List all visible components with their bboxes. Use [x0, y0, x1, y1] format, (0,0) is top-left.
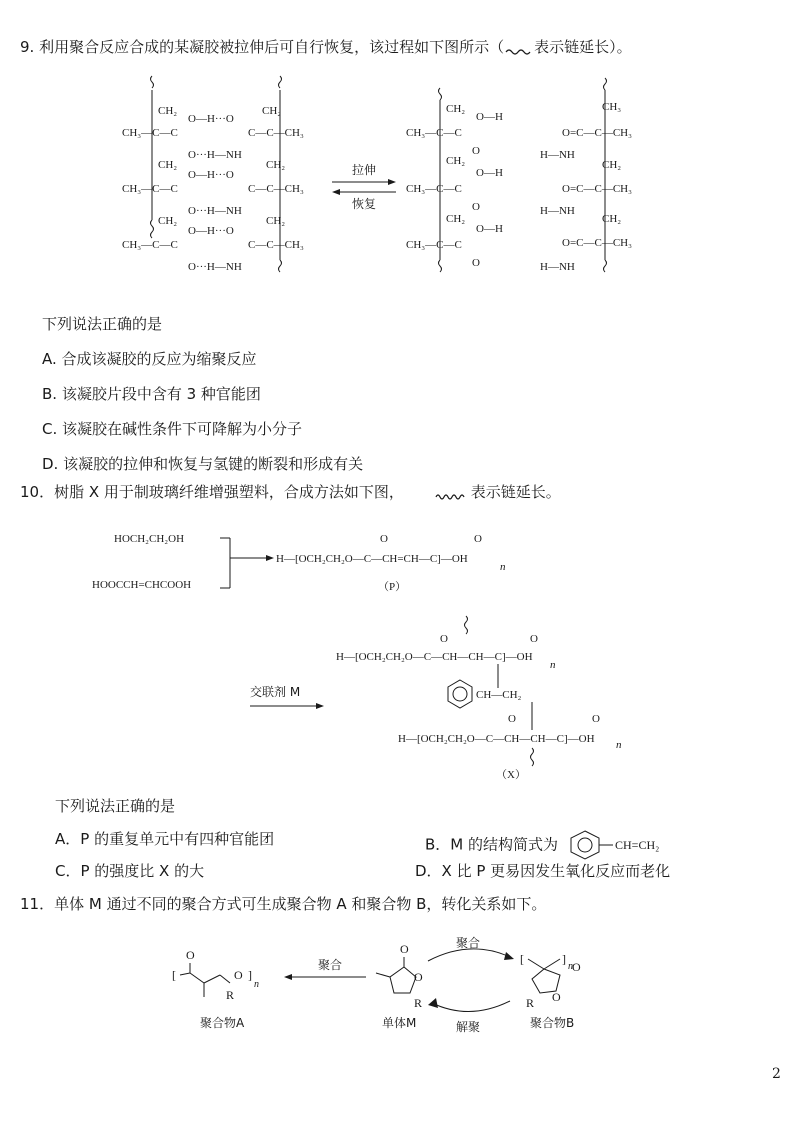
svg-text:CH₂: CH₂: [266, 215, 286, 227]
q9-bonded-chain-left: [122, 76, 178, 251]
label-polymer-a: 聚合物A: [200, 1016, 245, 1030]
q9-hbonds: [188, 113, 242, 273]
svg-text:O: O: [530, 633, 538, 645]
svg-text:O: O: [400, 942, 409, 956]
q11-stem: 11．单体 M 通过不同的聚合方式可生成聚合物 A 和聚合物 B，转化关系如下。: [20, 895, 547, 913]
q9-option-d[interactable]: D. 该凝胶的拉伸和恢复与氢键的断裂和形成有关: [42, 455, 364, 473]
label-depolymerize: 解聚: [456, 1020, 481, 1034]
q10-stem-end: 表示链延长。: [470, 483, 561, 501]
q9-equilibrium-arrows: [332, 179, 396, 195]
q9-prompt: 下列说法正确的是: [42, 315, 163, 333]
svg-text:H—NH: H—NH: [540, 205, 575, 217]
svg-text:CH₃—C—C: CH₃—C—C: [122, 239, 178, 251]
q9-stem-text: 9. 利用聚合反应合成的某凝胶被拉伸后可自行恢复，该过程如下图所示（: [20, 38, 505, 56]
polymer-b-r: R: [526, 996, 535, 1010]
polymer-a-structure: [172, 948, 259, 1002]
svg-text:CH₂: CH₂: [446, 103, 466, 115]
svg-text:O—H: O—H: [476, 167, 503, 179]
styrene-vinyl-label: CH=CH₂: [614, 838, 660, 852]
q9-option-b[interactable]: B. 该凝胶片段中含有 3 种官能团: [42, 385, 261, 403]
svg-text:CH₃: CH₃: [602, 101, 622, 113]
q10-x-label: （X）: [496, 769, 526, 781]
label-polymerize-left: 聚合: [318, 958, 343, 972]
svg-text:[: [: [172, 968, 176, 982]
polymer-b-carbonyl-o: O: [572, 960, 581, 974]
q10-option-d[interactable]: D．X 比 P 更易因发生氧化反应而老化: [415, 862, 671, 880]
svg-text:CH₃—C—C: CH₃—C—C: [122, 127, 178, 139]
q10-crosslinker-label: 交联剂 M: [250, 685, 301, 699]
svg-text:[: [: [520, 952, 524, 966]
svg-text:CH₂: CH₂: [158, 215, 178, 227]
svg-text:O=C—C—CH₃: O=C—C—CH₃: [562, 237, 632, 249]
q9-option-c[interactable]: C. 该凝胶在碱性条件下可降解为小分子: [42, 420, 303, 438]
monomer-m-o: O: [414, 970, 423, 984]
q10-option-b-text: B．M 的结构简式为: [425, 835, 559, 854]
polymer-b-ring-o: O: [552, 990, 561, 1004]
svg-text:O=C—C—CH₃: O=C—C—CH₃: [562, 183, 632, 195]
polymer-b-structure: [520, 952, 581, 1010]
q10-option-b[interactable]: [425, 830, 683, 860]
wavy-bond-icon: [504, 43, 534, 53]
svg-text:CH₂: CH₂: [602, 159, 622, 171]
svg-text:O: O: [472, 145, 480, 157]
q10-stem-text: 10．树脂 X 用于制玻璃纤维增强塑料，合成方法如下图，: [20, 483, 404, 501]
svg-text:O—H···O: O—H···O: [188, 169, 234, 181]
benzene-ring-icon: [448, 680, 472, 708]
svg-text:C—C—CH₃: C—C—CH₃: [248, 239, 304, 251]
svg-text:CH₃—C—C: CH₃—C—C: [406, 239, 462, 251]
svg-text:]: ]: [248, 968, 252, 982]
svg-text:H—NH: H—NH: [540, 261, 575, 273]
q9-recover-label: 恢复: [352, 197, 377, 211]
svg-text:]: ]: [562, 952, 566, 966]
q9-stretched-amide-chain: [540, 78, 632, 273]
svg-text:O···H—NH: O···H—NH: [188, 205, 242, 217]
q10-x-mid: CH—CH₂: [476, 689, 522, 701]
svg-text:O=C—C—CH₃: O=C—C—CH₃: [562, 127, 632, 139]
svg-text:C—C—CH₃: C—C—CH₃: [248, 183, 304, 195]
q10-reactant-glycol: HOCH₂CH₂OH: [114, 533, 185, 545]
svg-text:CH₂: CH₂: [266, 159, 286, 171]
svg-text:O—H: O—H: [476, 111, 503, 123]
svg-text:CH₂: CH₂: [158, 159, 178, 171]
q9-stem-end: 表示链延长）。: [534, 38, 632, 56]
styrene-structure-icon: [563, 830, 683, 860]
q10-polymer-p: H—[OCH₂CH₂O—C—CH=CH—C]—OH: [276, 553, 468, 565]
polymer-a-o: O: [234, 968, 243, 982]
svg-text:O—H···O: O—H···O: [188, 113, 234, 125]
q10-option-a[interactable]: A．P 的重复单元中有四种官能团: [55, 830, 275, 848]
svg-text:CH₃—C—C: CH₃—C—C: [406, 183, 462, 195]
q9-hydrogel-figure: [110, 70, 670, 285]
q10-x-n2: n: [616, 739, 622, 751]
svg-text:CH₃—C—C: CH₃—C—C: [406, 127, 462, 139]
q10-x-chain-1: H—[OCH₂CH₂O—C—CH—CH—C]—OH: [336, 651, 533, 663]
svg-text:O: O: [380, 533, 388, 545]
svg-text:O—H···O: O—H···O: [188, 225, 234, 237]
svg-text:CH₂: CH₂: [158, 105, 178, 117]
wavy-bond-icon: [434, 488, 466, 498]
label-monomer-m: 单体M: [382, 1016, 417, 1030]
svg-text:O: O: [474, 533, 482, 545]
svg-text:O—H: O—H: [476, 223, 503, 235]
q10-resin-figure: [80, 520, 680, 790]
q10-x-chain-2: H—[OCH₂CH₂O—C—CH—CH—C]—OH: [398, 733, 595, 745]
svg-text:O: O: [592, 713, 600, 725]
svg-text:O···H—NH: O···H—NH: [188, 261, 242, 273]
polymer-b-n: n: [568, 961, 573, 972]
q10-option-c[interactable]: C．P 的强度比 X 的大: [55, 862, 205, 880]
svg-text:O: O: [472, 257, 480, 269]
svg-text:C—C—CH₃: C—C—CH₃: [248, 127, 304, 139]
svg-text:O: O: [508, 713, 516, 725]
svg-text:O: O: [186, 948, 195, 962]
monomer-m-r: R: [414, 996, 423, 1010]
q9-bonded-chain-right: [248, 76, 304, 272]
q9-stretched-acid-chain: [406, 88, 503, 272]
q10-reactant-acid: HOOCCH=CHCOOH: [92, 579, 192, 591]
monomer-m-structure: [376, 942, 423, 1010]
q10-p-n: n: [500, 561, 506, 573]
svg-text:O···H—NH: O···H—NH: [188, 149, 242, 161]
label-polymer-b: 聚合物B: [530, 1016, 575, 1030]
svg-text:CH₂: CH₂: [602, 213, 622, 225]
q9-stretch-label: 拉伸: [352, 163, 377, 177]
polymer-a-n: n: [254, 979, 259, 990]
q10-prompt: 下列说法正确的是: [55, 797, 176, 815]
svg-text:CH₃—C—C: CH₃—C—C: [122, 183, 178, 195]
q11-polymer-figure: [160, 935, 600, 1045]
label-polymerize-right: 聚合: [456, 936, 481, 950]
svg-text:CH₂: CH₂: [446, 213, 466, 225]
q10-stem: [20, 483, 561, 501]
svg-text:CH₂: CH₂: [446, 155, 466, 167]
polymer-a-r: R: [226, 988, 235, 1002]
svg-text:CH₂: CH₂: [262, 105, 282, 117]
q10-p-label: （P）: [378, 581, 407, 593]
svg-text:H—NH: H—NH: [540, 149, 575, 161]
svg-text:O: O: [440, 633, 448, 645]
q9-stem: [20, 38, 632, 56]
q9-option-a[interactable]: A. 合成该凝胶的反应为缩聚反应: [42, 350, 257, 368]
page-number: 2: [772, 1066, 781, 1082]
svg-text:O: O: [472, 201, 480, 213]
q10-x-n1: n: [550, 659, 556, 671]
